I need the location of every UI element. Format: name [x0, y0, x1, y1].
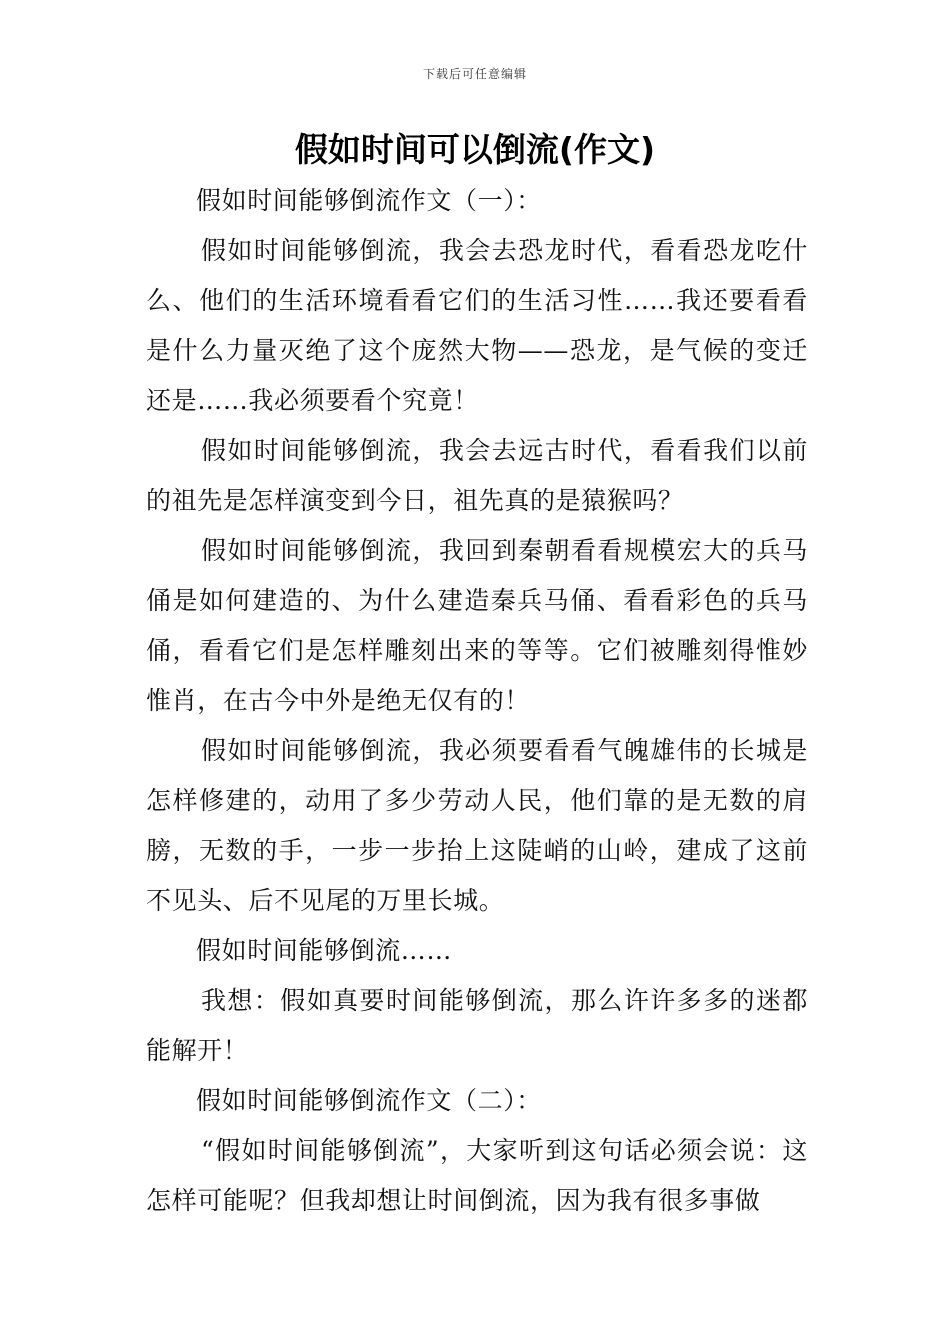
paragraph-great-wall: 假如时间能够倒流，我必须要看看气魄雄伟的长城是怎样修建的，动用了多少劳动人民，他们靠的是无数的肩膀，无数的手，一步一步抬上这陡峭的山岭，建成了这前不见头、后不见尾的万里长城。 — [146, 736, 808, 915]
paragraph-ancestors: 假如时间能够倒流，我会去远古时代，看看我们以前的祖先是怎样演变到今日，祖先真的是猿猴吗？ — [146, 436, 808, 515]
paragraph-terracotta: 假如时间能够倒流，我回到秦朝看看规模宏大的兵马俑是如何建造的、为什么建造秦兵马俑、看看彩色的兵马俑，看看它们是怎样雕刻出来的等等。它们被雕刻得惟妙惟肖，在古今中外是绝无仅有的！ — [146, 536, 808, 715]
document-title: 假如时间可以倒流(作文) — [294, 130, 656, 169]
document-body — [146, 176, 808, 1226]
section-heading-1: 假如时间能够倒流作文（一）： — [196, 186, 542, 215]
paragraph-conclusion: 我想：假如真要时间能够倒流，那么许许多多的迷都能解开！ — [146, 986, 808, 1065]
paragraph-essay-two-start: “假如时间能够倒流”，大家听到这句话必须会说：这怎样可能呢？但我却想让时间倒流，因为我有很多事做 — [146, 1136, 808, 1215]
paragraph-ellipsis: 假如时间能够倒流…… — [196, 936, 453, 965]
header-note: 下载后可任意编辑 — [422, 67, 527, 81]
section-heading-2: 假如时间能够倒流作文（二）： — [196, 1086, 542, 1115]
paragraph-dinosaur: 假如时间能够倒流，我会去恐龙时代，看看恐龙吃什么、他们的生活环境看看它们的生活习性……我还要看看是什么力量灭绝了这个庞然大物——恐龙，是气候的变迁还是……我必须要看个究竟！ — [146, 236, 808, 415]
